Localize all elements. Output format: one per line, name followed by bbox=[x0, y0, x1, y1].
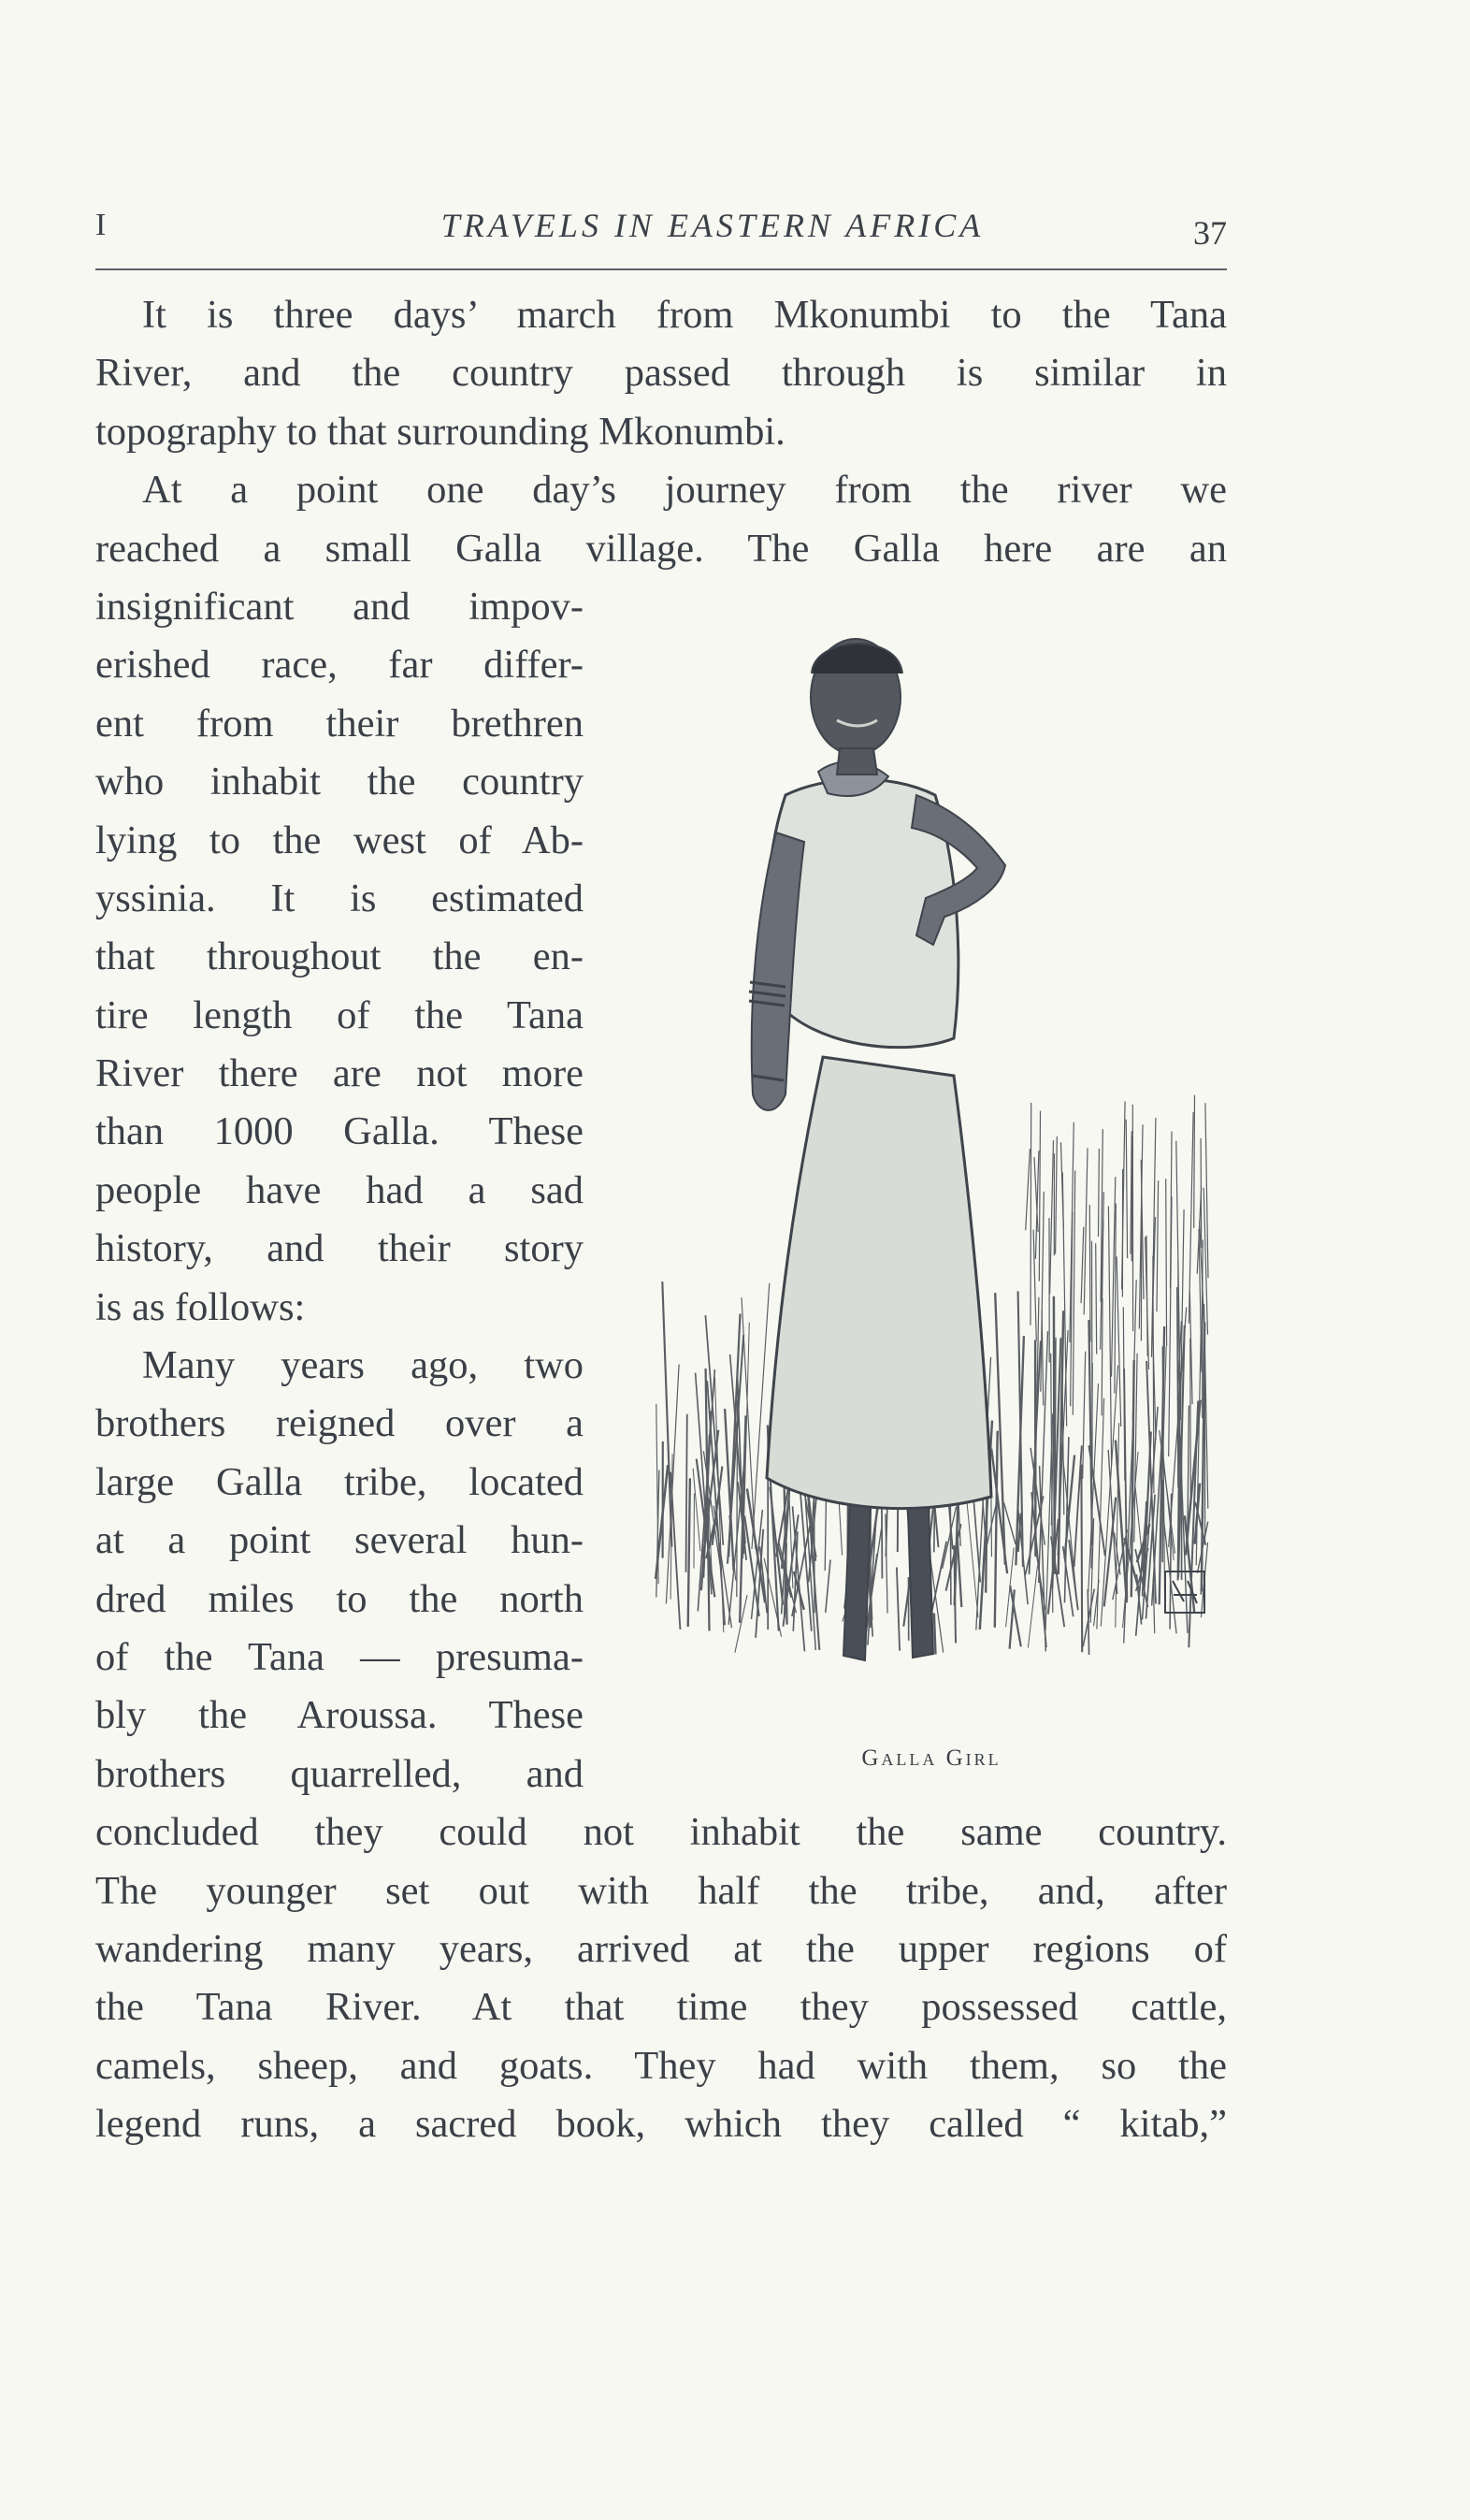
text-line: tire length of the Tana bbox=[95, 992, 584, 1037]
text-line: is as follows: bbox=[95, 1284, 306, 1329]
grass-stroke bbox=[1099, 1149, 1100, 1237]
text-line: of the Tana — presuma- bbox=[95, 1634, 584, 1679]
text-line: wandering many years, arrived at the upper regions of bbox=[95, 1926, 1227, 1971]
grass-stroke bbox=[1048, 1519, 1059, 1615]
grass-stroke bbox=[728, 1335, 743, 1564]
text-line: who inhabit the country bbox=[95, 760, 584, 804]
grass-stroke bbox=[1084, 1148, 1088, 1314]
text-line: history, and their story bbox=[95, 1226, 584, 1271]
grass-stroke bbox=[1166, 1179, 1167, 1346]
text-line: camels, sheep, and goats. They had with them, so the bbox=[95, 2043, 1227, 2088]
chapter-number: I bbox=[95, 208, 107, 242]
text-line: people have had a sad bbox=[95, 1167, 584, 1212]
grass-stroke bbox=[1194, 1095, 1195, 1228]
grass-stroke bbox=[1030, 1103, 1031, 1325]
running-title: TRAVELS IN EASTERN AFRICA bbox=[440, 207, 985, 244]
grass-stroke bbox=[1189, 1112, 1193, 1324]
grass-stroke bbox=[1081, 1465, 1082, 1653]
text-line: ent from their brethren bbox=[95, 701, 584, 746]
grass-stroke bbox=[752, 1283, 770, 1549]
text-line: bly the Aroussa. These bbox=[95, 1693, 584, 1738]
text-line: The younger set out with half the tribe, and, after bbox=[95, 1868, 1227, 1913]
text-line: the Tana River. At that time they possessed cattle, bbox=[95, 1985, 1227, 2030]
grass-stroke bbox=[1003, 1502, 1016, 1544]
grass-stroke bbox=[1056, 1137, 1058, 1254]
text-line: dred miles to the north bbox=[95, 1576, 584, 1621]
text-line: erished race, far differ- bbox=[95, 643, 584, 688]
grass-stroke bbox=[1028, 1566, 1037, 1648]
text-line: reached a small Galla village. The Galla here are an bbox=[95, 526, 1227, 571]
text-line: concluded they could not inhabit the same country. bbox=[95, 1810, 1227, 1855]
grass-stroke bbox=[1083, 1352, 1086, 1479]
grass-stroke bbox=[1054, 1296, 1055, 1574]
grass-stroke bbox=[1102, 1221, 1103, 1299]
header-rule bbox=[95, 268, 1227, 270]
grass-stroke bbox=[1117, 1256, 1121, 1427]
grass-stroke bbox=[1050, 1140, 1054, 1294]
grass-stroke bbox=[1092, 1241, 1093, 1467]
grass-stroke bbox=[1026, 1149, 1030, 1230]
grass-stroke bbox=[1126, 1120, 1127, 1258]
text-line: Many years ago, two bbox=[142, 1343, 584, 1388]
text-line: that throughout the en- bbox=[95, 934, 584, 979]
text-line: River, and the country passed through is similar in bbox=[95, 351, 1227, 396]
grass-stroke bbox=[1146, 1236, 1147, 1356]
page-number: 37 bbox=[1193, 214, 1227, 252]
grass-stroke bbox=[1089, 1205, 1090, 1341]
running-header bbox=[95, 198, 1227, 254]
grass-stroke bbox=[958, 1540, 961, 1607]
grass-stroke bbox=[1123, 1307, 1125, 1480]
text-line: lying to the west of Ab- bbox=[95, 818, 584, 862]
text-line: topography to that surrounding Mkonumbi. bbox=[95, 409, 785, 454]
grass-stroke bbox=[1096, 1243, 1097, 1354]
grass-stroke bbox=[897, 1568, 900, 1651]
grass-stroke bbox=[1039, 1111, 1040, 1282]
text-line: legend runs, a sacred book, which they called “ kitab,” bbox=[95, 2102, 1227, 2147]
grass-stroke bbox=[1190, 1339, 1191, 1511]
grass-stroke bbox=[1081, 1227, 1084, 1303]
text-line: brothers reigned over a bbox=[95, 1401, 584, 1446]
grass-stroke bbox=[686, 1414, 687, 1572]
grass-stroke bbox=[934, 1614, 936, 1655]
text-line: River there are not more bbox=[95, 1051, 584, 1096]
text-line: insignificant and impov- bbox=[95, 584, 584, 629]
grass-stroke bbox=[1073, 1170, 1074, 1414]
text-line: than 1000 Galla. These bbox=[95, 1109, 584, 1154]
text-line: large Galla tribe, located bbox=[95, 1459, 584, 1504]
grass-stroke bbox=[1169, 1196, 1172, 1456]
text-line: At a point one day’s journey from the river we bbox=[142, 468, 1227, 513]
grass-stroke bbox=[688, 1478, 690, 1627]
grass-stroke bbox=[1157, 1180, 1159, 1311]
text-line: yssinia. It is estimated bbox=[95, 876, 584, 920]
text-line: It is three days’ march from Mkonumbi to the Tana bbox=[142, 293, 1227, 337]
grass-stroke bbox=[826, 1560, 830, 1613]
grass-stroke bbox=[670, 1472, 680, 1629]
galla-girl-illustration bbox=[636, 608, 1227, 1777]
text-line: brothers quarrelled, and bbox=[95, 1751, 584, 1796]
grass-stroke bbox=[995, 1431, 998, 1628]
text-line: at a point several hun- bbox=[95, 1518, 584, 1563]
figure-caption: Galla Girl bbox=[861, 1745, 1002, 1771]
grass-stroke bbox=[1108, 1207, 1111, 1466]
